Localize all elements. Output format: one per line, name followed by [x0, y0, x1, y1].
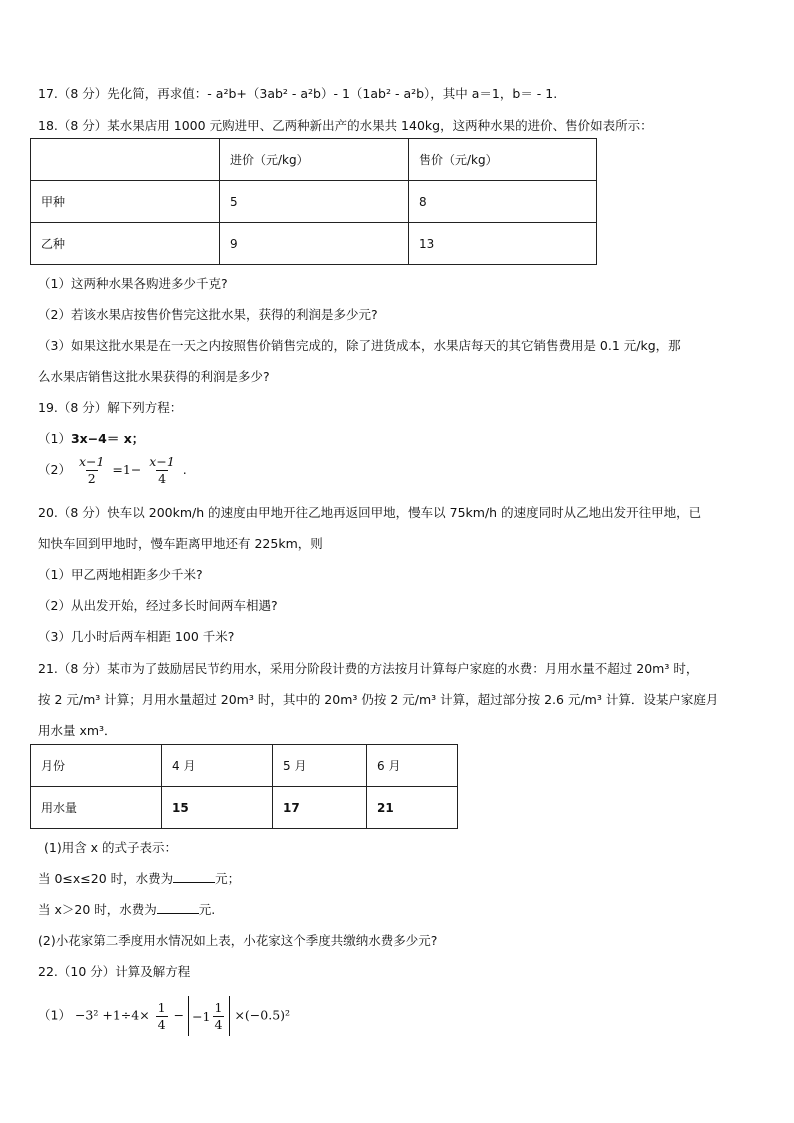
fraction-denominator: 4: [157, 1016, 166, 1032]
q22-abs-int: −1: [192, 1008, 211, 1024]
q21-case1: [38, 869, 240, 887]
q19-eq1-label: （1）: [38, 431, 71, 446]
table-cell: 17: [273, 787, 367, 829]
fraction-denominator: 4: [214, 1016, 223, 1032]
fraction-numerator: 1: [157, 999, 166, 1015]
q21-line2: 按 2 元/m³ 计算；月用水量超过 20m³ 时，其中的 20m³ 仍按 2 元/m³ 计算，超过部分按 2.6 元/m³ 计算．设某户家庭月: [38, 692, 719, 707]
q20-line2: 知快车回到甲地时，慢车距离甲地还有 225km，则: [38, 536, 323, 551]
q20-line1: 20.（8 分）快车以 200km/h 的速度由甲地开往乙地再返回甲地，慢车以 75km/h 的速度同时从乙地出发开往甲地，已: [38, 505, 702, 520]
q21-case1-text: 当 0≤x≤20 时，水费为: [38, 871, 174, 886]
fraction-numerator: x−1: [78, 454, 105, 469]
q22-expr: [38, 996, 290, 1036]
q18-sub3-line1: （3）如果这批水果是在一天之内按照售价销售完成的，除了进货成本，水果店每天的其它销售费用是 0.1 元/kg，那: [38, 338, 681, 353]
q22-abs-frac: [213, 1000, 225, 1033]
table-cell: 售价（元/kg）: [409, 139, 597, 181]
table-cell: 5 月: [273, 745, 367, 787]
q22-frac: [156, 1000, 168, 1033]
q19-eq2: [38, 454, 187, 487]
fraction-numerator: 1: [214, 999, 223, 1015]
answer-blank: [157, 901, 199, 914]
q20-sub3: （3）几小时后两车相距 100 千米?: [38, 629, 235, 644]
q19-eq2-frac-right: [147, 454, 176, 487]
table-cell: 乙种: [31, 223, 220, 265]
q22-expr-b: −: [173, 1007, 185, 1023]
q22-label: （1）: [38, 1007, 71, 1023]
table-cell: 甲种: [31, 181, 220, 223]
table-cell: [31, 139, 220, 181]
table-cell: 6 月: [367, 745, 458, 787]
q19-eq2-end: .: [182, 462, 187, 477]
q21-case1-unit: 元；: [215, 871, 241, 886]
table-cell: 9: [220, 223, 409, 265]
q18-sub3-line2: 么水果店销售这批水果获得的利润是多少?: [38, 369, 270, 384]
table-cell: 月份: [31, 745, 162, 787]
fraction-denominator: 2: [87, 471, 96, 486]
table-row: [31, 181, 597, 223]
table-row: [31, 787, 458, 829]
table-cell: 15: [162, 787, 273, 829]
q21-line1: 21.（8 分）某市为了鼓励居民节约用水，采用分阶段计费的方法按月计算每户家庭的水费：月用水量不超过 20m³ 时，: [38, 661, 699, 676]
q21-case2-unit: 元.: [198, 902, 216, 917]
q22-absolute-value: [188, 996, 230, 1036]
table-cell: 8: [409, 181, 597, 223]
table-row: [31, 139, 597, 181]
q19-eq1: [38, 429, 144, 447]
table-row: [31, 745, 458, 787]
table-cell: 21: [367, 787, 458, 829]
fraction-numerator: x−1: [149, 454, 175, 469]
fraction-denominator: 4: [158, 471, 167, 486]
q18-sub1: （1）这两种水果各购进多少千克?: [38, 276, 228, 291]
table-cell: 4 月: [162, 745, 273, 787]
q19-eq1-expr: 3x−4＝ x；: [70, 431, 145, 446]
q19-eq2-label: （2）: [38, 462, 71, 477]
q22-expr-a: −3² +1÷4×: [74, 1007, 150, 1023]
q20-sub2: （2）从出发开始，经过多长时间两车相遇?: [38, 598, 278, 613]
q21-sub2: (2)小花家第二季度用水情况如上表，小花家这个季度共缴纳水费多少元?: [38, 933, 438, 948]
q20-sub1: （1）甲乙两地相距多少千米?: [38, 567, 203, 582]
q19-stem: 19.（8 分）解下列方程：: [38, 400, 183, 415]
q21-case2-text: 当 x＞20 时，水费为: [38, 902, 157, 917]
q17-text: 17.（8 分）先化简，再求值：- a²b+（3ab² - a²b）- 1（1ab² - a²b），其中 a＝1，b＝ - 1.: [38, 86, 558, 101]
table-cell: 5: [220, 181, 409, 223]
q22-stem: 22.（10 分）计算及解方程: [38, 964, 191, 979]
q18-sub2: （2）若该水果店按售价售完这批水果，获得的利润是多少元?: [38, 307, 378, 322]
q18-price-table: [30, 138, 597, 265]
answer-blank: [173, 870, 215, 883]
q21-line3: 用水量 xm³．: [38, 723, 117, 738]
q18-stem: 18.（8 分）某水果店用 1000 元购进甲、乙两种新出产的水果共 140kg，这两种水果的进价、售价如表所示：: [38, 118, 653, 133]
table-cell: 用水量: [31, 787, 162, 829]
q21-case2: [38, 900, 215, 918]
table-row: [31, 223, 597, 265]
q19-eq2-frac-left: [77, 454, 106, 487]
table-cell: 进价（元/kg）: [220, 139, 409, 181]
table-cell: 13: [409, 223, 597, 265]
q21-sub1: (1)用含 x 的式子表示：: [44, 840, 178, 855]
q21-water-table: [30, 744, 458, 829]
q19-eq2-mid: =1−: [112, 462, 142, 477]
q22-expr-c: ×(−0.5)²: [234, 1007, 291, 1023]
